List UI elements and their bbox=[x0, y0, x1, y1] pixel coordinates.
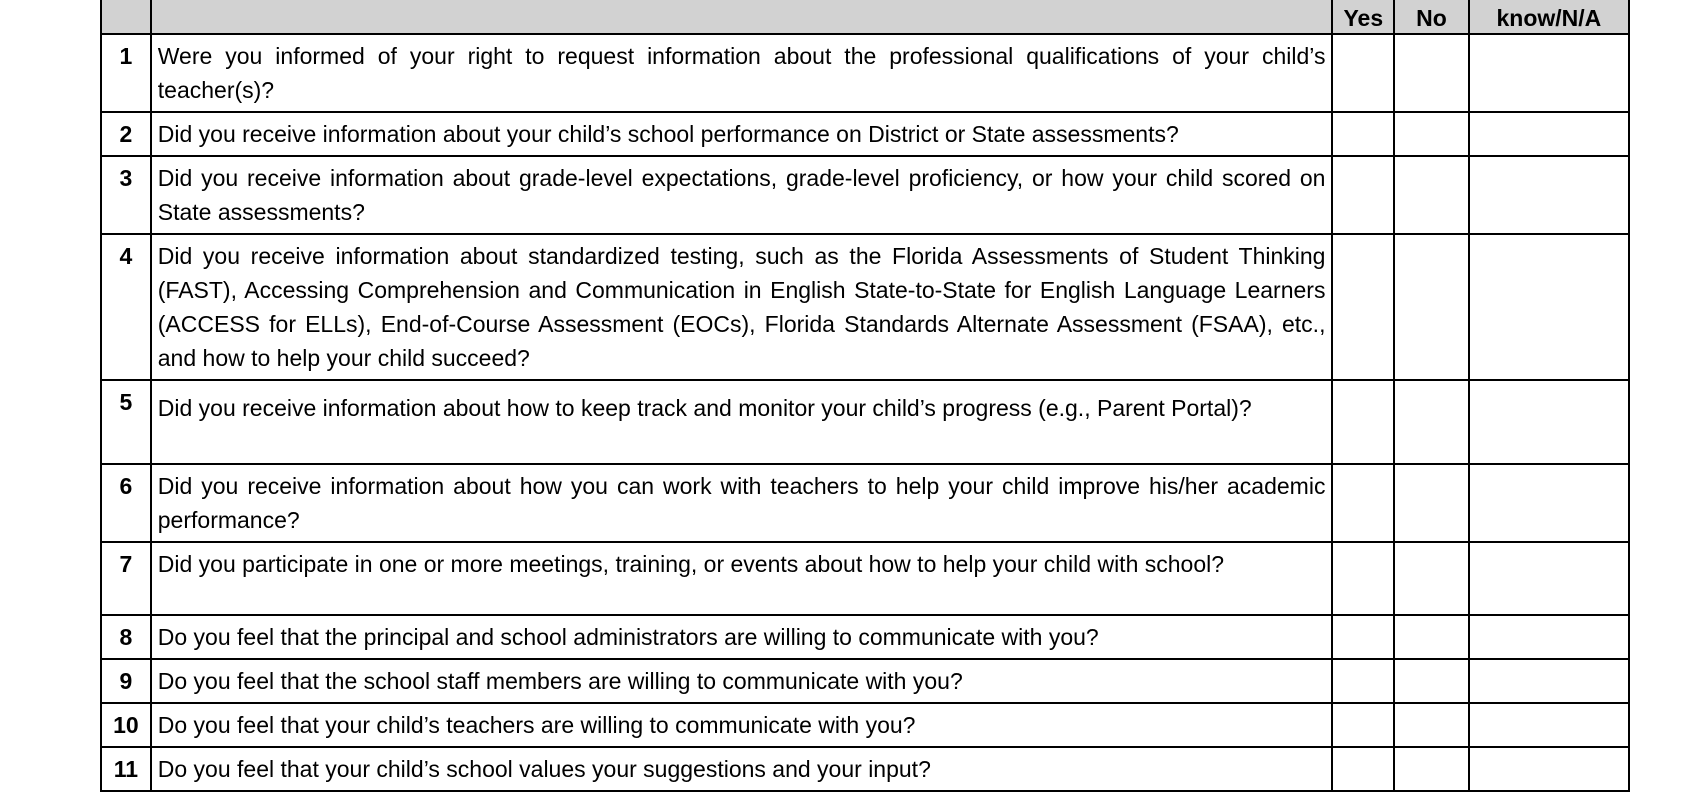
question-text: Did you receive information about standardized testing, such as the Florida Assessments of Student Thinking (FAST), Accessing Comprehension and Communication in English State-to-State for English Language Learners (ACCESS for ELLs), End-of-Course Assessment (EOCs), Florida Standards Alternate Assessment (FSAA), etc., and how to help your child succeed? bbox=[151, 234, 1333, 380]
yes-checkbox[interactable] bbox=[1332, 112, 1394, 156]
no-checkbox[interactable] bbox=[1394, 112, 1469, 156]
yes-checkbox[interactable] bbox=[1332, 380, 1394, 464]
question-text: Do you feel that the school staff members are willing to communicate with you? bbox=[151, 659, 1333, 703]
yes-checkbox[interactable] bbox=[1332, 659, 1394, 703]
no-checkbox[interactable] bbox=[1394, 542, 1469, 615]
table-row bbox=[101, 34, 1629, 112]
dont-know-checkbox[interactable] bbox=[1469, 747, 1629, 791]
no-checkbox[interactable] bbox=[1394, 747, 1469, 791]
header-question bbox=[151, 0, 1333, 34]
survey-table bbox=[100, 0, 1630, 792]
question-number: 10 bbox=[101, 703, 151, 747]
yes-checkbox[interactable] bbox=[1332, 542, 1394, 615]
question-number: 1 bbox=[101, 34, 151, 112]
dont-know-checkbox[interactable] bbox=[1469, 615, 1629, 659]
question-text: Did you receive information about grade-level expectations, grade-level proficiency, or how your child scored on State assessments? bbox=[151, 156, 1333, 234]
question-text: Did you participate in one or more meetings, training, or events about how to help your child with school? bbox=[151, 542, 1333, 615]
table-row bbox=[101, 659, 1629, 703]
question-number: 6 bbox=[101, 464, 151, 542]
header-yes: Yes bbox=[1332, 0, 1394, 34]
question-number: 7 bbox=[101, 542, 151, 615]
no-checkbox[interactable] bbox=[1394, 659, 1469, 703]
no-checkbox[interactable] bbox=[1394, 464, 1469, 542]
dont-know-checkbox[interactable] bbox=[1469, 34, 1629, 112]
yes-checkbox[interactable] bbox=[1332, 156, 1394, 234]
question-number: 5 bbox=[101, 380, 151, 464]
no-checkbox[interactable] bbox=[1394, 234, 1469, 380]
dont-know-checkbox[interactable] bbox=[1469, 659, 1629, 703]
yes-checkbox[interactable] bbox=[1332, 234, 1394, 380]
dont-know-checkbox[interactable] bbox=[1469, 464, 1629, 542]
table-row bbox=[101, 464, 1629, 542]
question-number: 9 bbox=[101, 659, 151, 703]
dont-know-checkbox[interactable] bbox=[1469, 542, 1629, 615]
question-number: 11 bbox=[101, 747, 151, 791]
header-dont-know: know/N/A bbox=[1469, 0, 1629, 34]
no-checkbox[interactable] bbox=[1394, 156, 1469, 234]
dont-know-checkbox[interactable] bbox=[1469, 380, 1629, 464]
dont-know-checkbox[interactable] bbox=[1469, 703, 1629, 747]
question-text: Do you feel that your child’s school values your suggestions and your input? bbox=[151, 747, 1333, 791]
yes-checkbox[interactable] bbox=[1332, 703, 1394, 747]
question-text: Did you receive information about how you can work with teachers to help your child improve his/her academic performance? bbox=[151, 464, 1333, 542]
yes-checkbox[interactable] bbox=[1332, 464, 1394, 542]
table-row bbox=[101, 112, 1629, 156]
question-text: Did you receive information about how to keep track and monitor your child’s progress (e.g., Parent Portal)? bbox=[151, 380, 1333, 464]
no-checkbox[interactable] bbox=[1394, 34, 1469, 112]
header-row bbox=[101, 0, 1629, 34]
table-row bbox=[101, 747, 1629, 791]
question-number: 3 bbox=[101, 156, 151, 234]
dont-know-checkbox[interactable] bbox=[1469, 234, 1629, 380]
header-number bbox=[101, 0, 151, 34]
table-row bbox=[101, 703, 1629, 747]
question-text: Do you feel that your child’s teachers are willing to communicate with you? bbox=[151, 703, 1333, 747]
dont-know-checkbox[interactable] bbox=[1469, 112, 1629, 156]
header-no: No bbox=[1394, 0, 1469, 34]
table-row bbox=[101, 615, 1629, 659]
question-text: Do you feel that the principal and school administrators are willing to communicate with you? bbox=[151, 615, 1333, 659]
question-number: 4 bbox=[101, 234, 151, 380]
table-row bbox=[101, 380, 1629, 464]
no-checkbox[interactable] bbox=[1394, 380, 1469, 464]
yes-checkbox[interactable] bbox=[1332, 615, 1394, 659]
yes-checkbox[interactable] bbox=[1332, 34, 1394, 112]
table-row bbox=[101, 542, 1629, 615]
dont-know-checkbox[interactable] bbox=[1469, 156, 1629, 234]
question-text: Were you informed of your right to request information about the professional qualifications of your child’s teacher(s)? bbox=[151, 34, 1333, 112]
no-checkbox[interactable] bbox=[1394, 703, 1469, 747]
question-number: 8 bbox=[101, 615, 151, 659]
no-checkbox[interactable] bbox=[1394, 615, 1469, 659]
table-row bbox=[101, 234, 1629, 380]
table-row bbox=[101, 156, 1629, 234]
question-number: 2 bbox=[101, 112, 151, 156]
yes-checkbox[interactable] bbox=[1332, 747, 1394, 791]
question-text: Did you receive information about your child’s school performance on District or State assessments? bbox=[151, 112, 1333, 156]
